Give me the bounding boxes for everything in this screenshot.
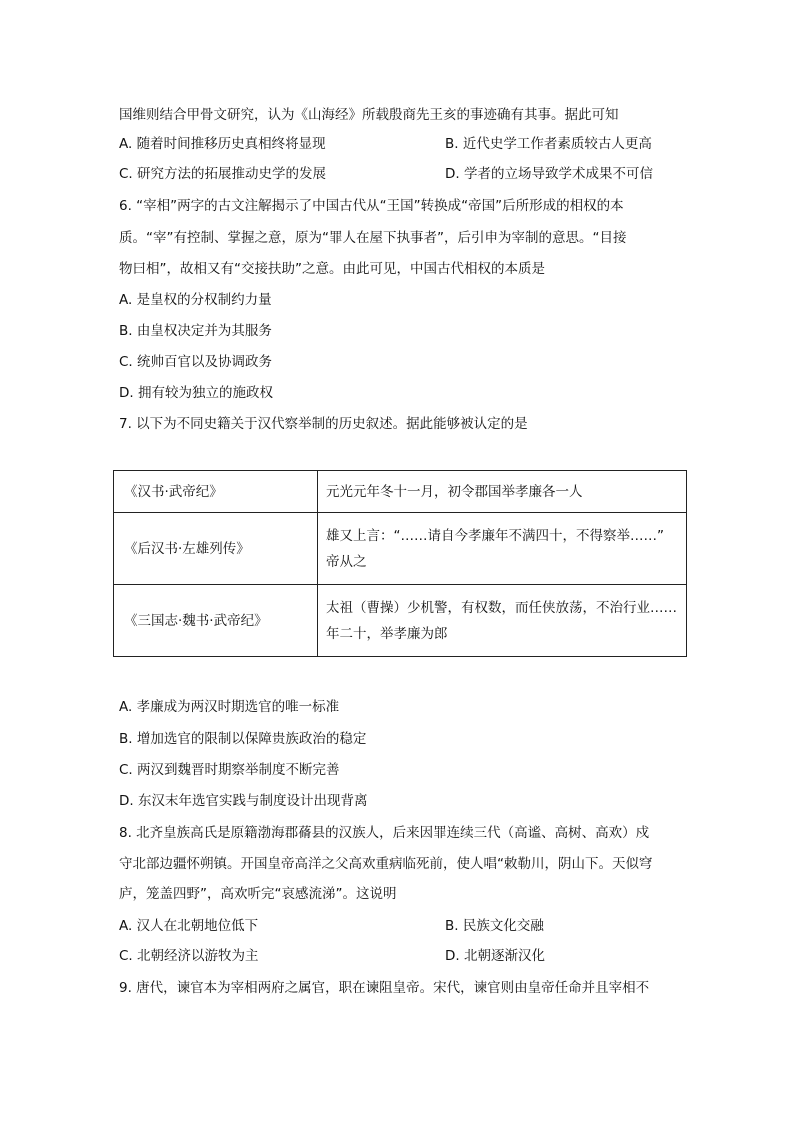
q8-option-b: B. 民族文化交融 <box>445 918 544 934</box>
q5-option-c: C. 研究方法的拓展推动史学的发展 <box>119 166 327 182</box>
q7-option-d: D. 东汉末年选官实践与制度设计出现背离 <box>119 793 368 809</box>
q6-option-b: B. 由皇权决定并为其服务 <box>119 323 272 339</box>
q5-option-b: B. 近代史学工作者素质较古人更高 <box>445 136 652 152</box>
q6-option-a: A. 是皇权的分权制约力量 <box>119 292 272 308</box>
q5-option-a: A. 随着时间推移历史真相终将显现 <box>119 136 326 152</box>
table-row <box>114 513 687 585</box>
q5-option-d: D. 学者的立场导致学术成果不可信 <box>445 166 653 182</box>
q8-stem-line-3: 庐，笼盖四野”，高欢听完“哀感流涕”。这说明 <box>119 886 397 902</box>
q7-option-b: B. 增加选官的限制以保障贵族政治的稳定 <box>119 731 367 747</box>
q6-option-c: C. 统帅百官以及协调政务 <box>119 354 273 370</box>
cell-text-line: 帝从之 <box>326 553 367 570</box>
q7-option-c: C. 两汉到魏晋时期察举制度不断完善 <box>119 762 340 778</box>
cell-text-line: 年二十，举孝廉为郎 <box>326 625 448 642</box>
q9-stem-line-1: 9. 唐代，谏官本为宰相两府之属官，职在谏阻皇帝。宋代，谏官则由皇帝任命并且宰相不 <box>119 980 650 996</box>
q8-option-c: C. 北朝经济以游牧为主 <box>119 948 259 964</box>
q7-source-table <box>113 470 687 657</box>
cell-text-line: 雄又上言：“……请自今孝廉年不满四十，不得察举……” <box>326 527 664 544</box>
q6-stem-line-2: 质。“宰”有控制、掌握之意，原为“罪人在屋下执事者”，后引申为宰制的意思。“目接 <box>119 230 627 246</box>
q6-option-d: D. 拥有较为独立的施政权 <box>119 385 273 401</box>
table-cell-text <box>318 585 687 657</box>
q6-stem-line-1: 6. “宰相”两字的古文注解揭示了中国古代从“王国”转换成“帝国”后所形成的相权的本 <box>119 198 624 214</box>
table-row <box>114 585 687 657</box>
q8-stem-line-2: 守北部边疆怀朔镇。开国皇帝高洋之父高欢重病临死前，使人唱“敕勒川，阴山下。天似穹 <box>119 856 653 872</box>
table-cell-book: 《后汉书·左雄列传》 <box>114 513 318 585</box>
q8-option-d: D. 北朝逐渐汉化 <box>445 948 545 964</box>
table-cell-book: 《三国志·魏书·武帝纪》 <box>114 585 318 657</box>
table-cell-text <box>318 471 687 513</box>
q8-stem-line-1: 8. 北齐皇族高氏是原籍渤海郡蓨县的汉族人，后来因罪连续三代（高谧、高树、高欢）戍 <box>119 825 650 841</box>
table-row <box>114 471 687 513</box>
q7-option-a: A. 孝廉成为两汉时期选官的唯一标准 <box>119 699 340 715</box>
cell-text-line: 元光元年冬十一月，初令郡国举孝廉各一人 <box>326 483 583 500</box>
q6-stem-line-3: 物曰相”，故相又有“交接扶助”之意。由此可见，中国古代相权的本质是 <box>119 261 545 277</box>
q5-stem-tail: 国维则结合甲骨文研究，认为《山海经》所载殷商先王亥的事迹确有其事。据此可知 <box>119 107 619 123</box>
table-cell-book: 《汉书·武帝纪》 <box>114 471 318 513</box>
q7-stem: 7. 以下为不同史籍关于汉代察举制的历史叙述。据此能够被认定的是 <box>119 416 528 432</box>
cell-text-line: 太祖（曹操）少机警，有权数，而任侠放荡，不治行业…… <box>326 599 677 616</box>
table-cell-text <box>318 513 687 585</box>
q8-option-a: A. 汉人在北朝地位低下 <box>119 918 259 934</box>
